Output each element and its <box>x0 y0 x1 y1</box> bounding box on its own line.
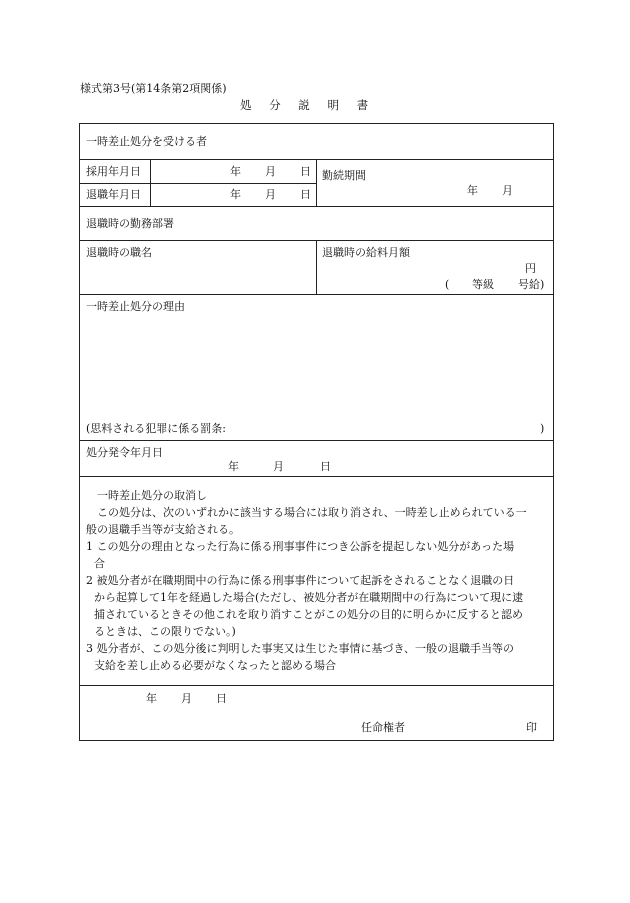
service-period-year: 年 <box>467 184 478 197</box>
authority-label: 任命権者 <box>361 721 405 734</box>
form-number: 様式第3号(第14条第2項関係) <box>80 82 227 95</box>
cancel-item2-1: 2 被処分者が在職期間中の行為に係る刑事事件について起訴をされることなく退職の日 <box>86 574 515 587</box>
cancel-item2-2: から起算して1年を経過した場合(ただし、被処分者が在職期間中の行為について現に逮 <box>94 591 524 604</box>
column-divider <box>150 159 151 206</box>
hire-date-year: 年 <box>230 165 241 178</box>
salary-unit: 円 <box>525 262 536 275</box>
issue-date-label: 処分発令年月日 <box>86 446 163 459</box>
row-divider <box>80 206 553 207</box>
hire-date-day: 日 <box>300 165 311 178</box>
issue-date-year: 年 <box>228 460 239 473</box>
penalty-note: (思料される犯罪に係る罰条: <box>86 422 226 435</box>
seal-mark: 印 <box>526 721 537 734</box>
footer-date-month: 月 <box>181 692 192 705</box>
cancel-item2-4: るときは、この限りでない。) <box>94 625 236 638</box>
retire-date-label: 退職年月日 <box>86 188 141 201</box>
issue-date-month: 月 <box>273 460 284 473</box>
reason-label: 一時差止処分の理由 <box>86 300 185 313</box>
salary-step: 号給) <box>518 278 545 291</box>
retire-date-year: 年 <box>230 188 241 201</box>
service-period-month: 月 <box>502 184 513 197</box>
cancel-item3-2: 支給を差し止める必要がなくなったと認める場合 <box>94 659 336 672</box>
footer-date-year: 年 <box>146 692 157 705</box>
subject-label: 一時差止処分を受ける者 <box>86 135 207 148</box>
hire-date-label: 採用年月日 <box>86 165 141 178</box>
retire-date-day: 日 <box>300 188 311 201</box>
position-label: 退職時の職名 <box>86 246 152 259</box>
cancel-intro-1: この処分は、次のいずれかに該当する場合には取り消され、一時差し止められている一 <box>97 506 527 519</box>
row-divider <box>80 476 553 477</box>
form-frame <box>79 123 554 741</box>
column-divider <box>316 240 317 294</box>
service-period-label: 勤続期間 <box>322 169 366 182</box>
salary-label: 退職時の給料月額 <box>322 246 410 259</box>
retire-date-month: 月 <box>265 188 276 201</box>
issue-date-day: 日 <box>320 460 331 473</box>
footer-date-day: 日 <box>216 692 227 705</box>
row-divider <box>80 183 316 184</box>
cancel-intro-2: 般の退職手当等が支給される。 <box>86 523 240 536</box>
salary-grade-open: ( <box>445 278 450 291</box>
hire-date-month: 月 <box>265 165 276 178</box>
column-divider <box>316 159 317 206</box>
cancel-item1-1: 1 この処分の理由となった行為に係る刑事事件につき公訴を提起しない処分があった場 <box>86 540 515 553</box>
cancel-heading: 一時差止処分の取消し <box>97 489 207 502</box>
salary-grade: 等級 <box>472 278 494 291</box>
document-title: 処 分 説 明 書 <box>240 98 369 112</box>
cancel-item1-2: 合 <box>94 557 105 570</box>
dept-label: 退職時の勤務部署 <box>86 217 174 230</box>
cancel-item3-1: 3 処分者が、この処分後に判明した事実又は生じた事情に基づき、一般の退職手当等の <box>86 642 515 655</box>
cancel-item2-3: 捕されているときその他これを取り消すことがこの処分の目的に明らかに反すると認め <box>94 608 523 621</box>
row-divider <box>80 440 553 441</box>
penalty-note-close: ) <box>540 422 545 435</box>
row-divider <box>80 685 553 686</box>
row-divider <box>80 294 553 295</box>
